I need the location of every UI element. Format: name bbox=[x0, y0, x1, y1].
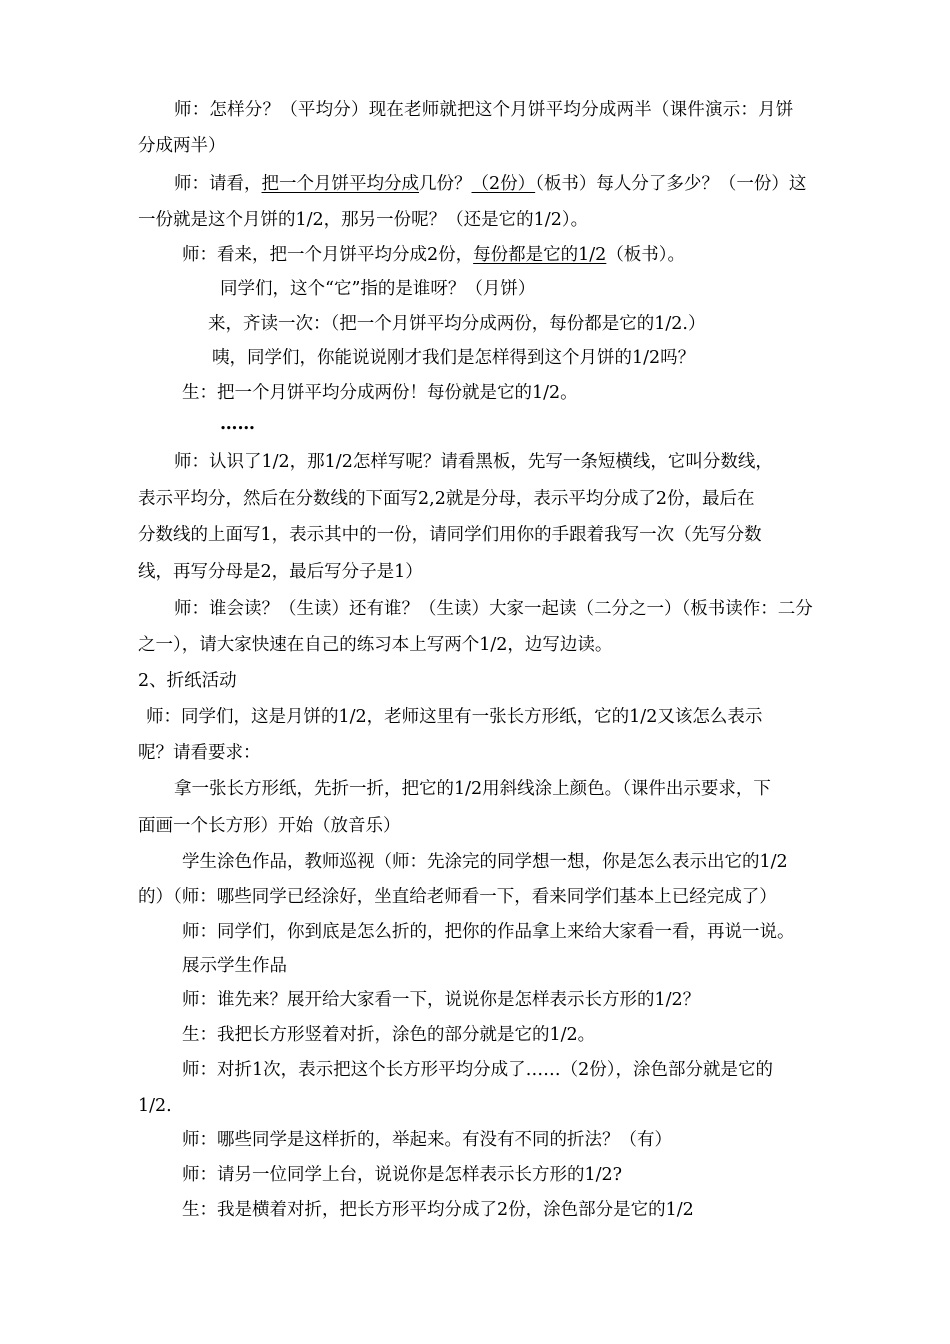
paragraph-line: 呢？请看要求： bbox=[138, 743, 261, 763]
paragraph-line: 师：认识了1/2，那1/2怎样写呢？请看黑板，先写一条短横线，它叫分数线， bbox=[174, 452, 773, 472]
paragraph-line: 师：同学们，这是月饼的1/2，老师这里有一张长方形纸，它的1/2又该怎么表示 bbox=[146, 707, 763, 727]
paragraph-line: 学生涂色作品，教师巡视（师：先涂完的同学想一想，你是怎么表示出它的1/2 bbox=[182, 852, 788, 872]
paragraph-line: 生：把一个月饼平均分成两份！每份就是它的1/2。 bbox=[182, 383, 578, 403]
text-span: 几份？ bbox=[419, 174, 472, 194]
text-span: （板书）每人分了多少？（一份）这 bbox=[535, 174, 807, 194]
underlined-text: 每份都是它的1/2 bbox=[473, 245, 607, 265]
text-span: （板书）。 bbox=[606, 245, 686, 265]
paragraph-line: 师：谁先来？展开给大家看一下，说说你是怎样表示长方形的1/2？ bbox=[182, 990, 701, 1010]
paragraph-line: 咦，同学们，你能说说刚才我们是怎样得到这个月饼的1/2吗？ bbox=[212, 348, 696, 368]
paragraph-line: 线，再写分母是2，最后写分子是1） bbox=[138, 562, 423, 582]
paragraph-line: 来，齐读一次：（把一个月饼平均分成两份，每份都是它的1/2.） bbox=[208, 314, 706, 334]
paragraph-line: 1/2. bbox=[138, 1096, 172, 1116]
paragraph-line: 师：请另一位同学上台，说说你是怎样表示长方形的1/2? bbox=[182, 1165, 623, 1185]
paragraph-line: 之一），请大家快速在自己的练习本上写两个1/2，边写边读。 bbox=[138, 635, 613, 655]
section-heading: 2、折纸活动 bbox=[138, 671, 237, 691]
paragraph-line: 生：我把长方形竖着对折，涂色的部分就是它的1/2。 bbox=[182, 1025, 596, 1045]
paragraph-line: 分数线的上面写1，表示其中的一份，请同学们用你的手跟着我写一次（先写分数 bbox=[138, 525, 762, 545]
paragraph-line: 的）（师：哪些同学已经涂好，坐直给老师看一下，看来同学们基本上已经完成了） bbox=[138, 887, 777, 907]
paragraph-line: 一份就是这个月饼的1/2，那另一份呢？（还是它的1/2）。 bbox=[138, 210, 589, 230]
text-span: 师：请看， bbox=[174, 174, 262, 194]
paragraph-line: 师：对折1次，表示把这个长方形平均分成了……（2份），涂色部分就是它的 bbox=[182, 1060, 774, 1080]
paragraph-line: 师：哪些同学是这样折的，举起来。有没有不同的折法？（有） bbox=[182, 1130, 672, 1150]
paragraph-line bbox=[182, 243, 685, 267]
paragraph-line bbox=[174, 172, 806, 196]
text-span: 师：看来，把一个月饼平均分成2份， bbox=[182, 245, 474, 265]
paragraph-line: 生：我是横着对折，把长方形平均分成了2份，涂色部分是它的1/2 bbox=[182, 1200, 694, 1220]
underlined-text: （2份） bbox=[471, 174, 536, 194]
paragraph-line: 分成两半） bbox=[138, 136, 226, 156]
underlined-text: 把一个月饼平均分成 bbox=[261, 174, 419, 194]
paragraph-line: 展示学生作品 bbox=[182, 956, 287, 976]
paragraph-line: 同学们，这个“它”指的是谁呀？（月饼） bbox=[220, 279, 536, 299]
paragraph-line: 师：怎样分？（平均分）现在老师就把这个月饼平均分成两半（课件演示：月饼 bbox=[174, 100, 794, 120]
ellipsis-line: …… bbox=[220, 414, 255, 434]
paragraph-line: 师：谁会读？（生读）还有谁？（生读）大家一起读（二分之一）（板书读作：二分 bbox=[174, 599, 813, 619]
paragraph-line: 拿一张长方形纸，先折一折，把它的1/2用斜线涂上颜色。（课件出示要求，下 bbox=[174, 779, 771, 799]
paragraph-line: 面画一个长方形）开始（放音乐） bbox=[138, 816, 401, 836]
paragraph-line: 表示平均分，然后在分数线的下面写2,2就是分母，表示平均分成了2份，最后在 bbox=[138, 489, 755, 509]
paragraph-line: 师：同学们，你到底是怎么折的，把你的作品拿上来给大家看一看，再说一说。 bbox=[182, 922, 795, 942]
